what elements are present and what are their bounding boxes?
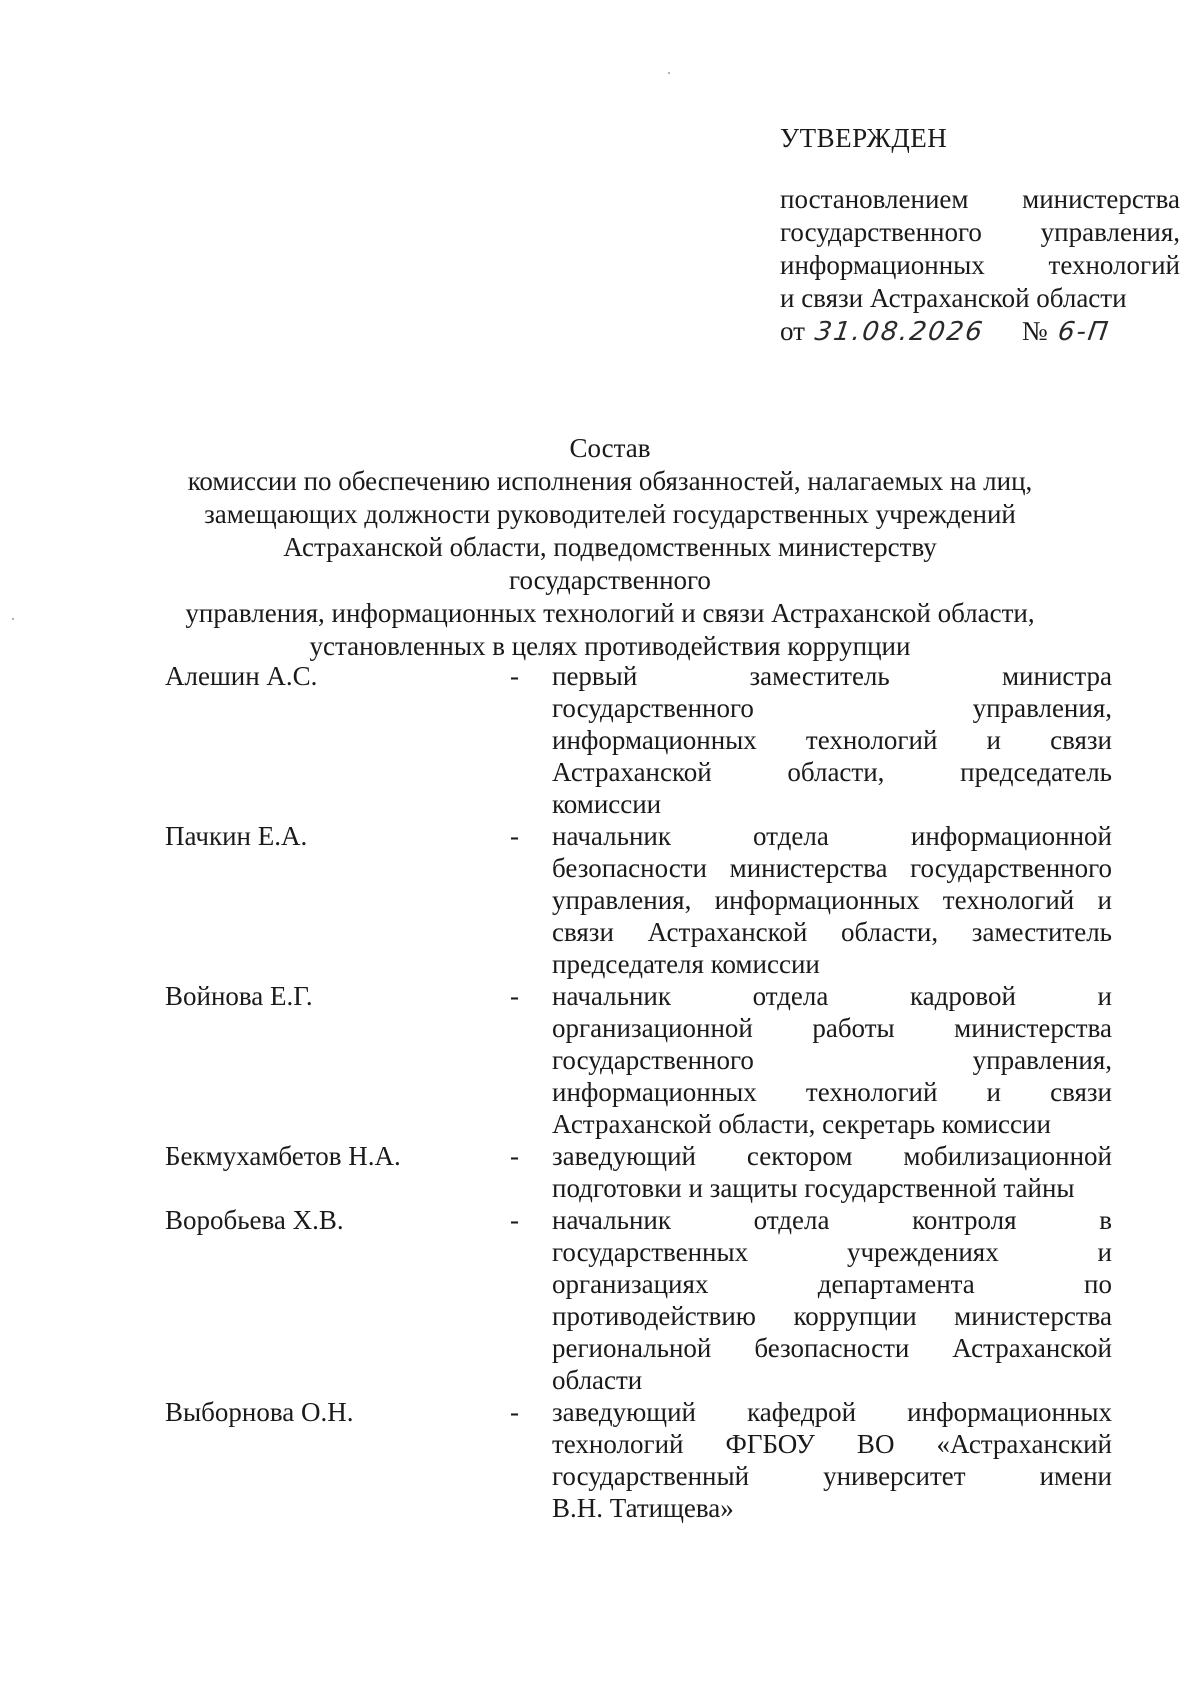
position-line: В.Н. Татищева» (552, 1493, 734, 1523)
approval-line: и связи Астраханской области (780, 283, 1127, 313)
commission-members (165, 660, 1115, 1524)
position-line: государственных учреждениях и (552, 1237, 1112, 1267)
position-line: заведующий кафедрой информационных (552, 1397, 1112, 1427)
member-name: Пачкин Е.А. (165, 821, 308, 851)
member-name: Войнова Е.Г. (165, 981, 313, 1011)
position-line: управления, информационных технологий и (552, 885, 1112, 915)
heading-line: Астраханской области, подведомственных министерству государственного (283, 532, 937, 595)
member-row (165, 1204, 1115, 1396)
member-dash: - (510, 1205, 519, 1235)
member-name: Алешин А.С. (165, 661, 318, 691)
position-line: Астраханской области, председатель (552, 757, 1112, 787)
position-line: государственного управления, (552, 693, 1112, 723)
position-line: информационных технологий и связи (552, 725, 1112, 755)
member-dash: - (510, 1397, 519, 1427)
member-name: Бекмухамбетов Н.А. (165, 1141, 401, 1171)
member-row (165, 1396, 1115, 1524)
number-prefix: № (1021, 316, 1048, 346)
position-line: начальник отдела контроля в (552, 1205, 1112, 1235)
position-line: Астраханской области, секретарь комиссии (552, 1109, 1051, 1139)
approval-line: информационных технологий (780, 250, 1180, 280)
position-line: государственный университет имени (552, 1461, 1112, 1491)
member-row (165, 660, 1115, 820)
position-line: организационной работы министерства (552, 1013, 1112, 1043)
member-row (165, 980, 1115, 1140)
position-line: организациях департамента по (552, 1269, 1112, 1299)
position-line: региональной безопасности Астраханской (552, 1333, 1112, 1363)
heading-title: Состав (569, 433, 651, 463)
heading-line: комиссии по обеспечению исполнения обязанностей, налагаемых на лиц, (187, 466, 1033, 496)
member-position (552, 1204, 1112, 1396)
position-line: области (552, 1365, 643, 1395)
position-line: начальник отдела информационной (552, 821, 1112, 851)
member-position (552, 1140, 1112, 1204)
position-line: государственного управления, (552, 1045, 1112, 1075)
member-dash: - (510, 981, 519, 1011)
scan-speck (12, 618, 14, 620)
member-dash: - (510, 661, 519, 691)
position-line: начальник отдела кадровой и (552, 981, 1112, 1011)
heading-line: установленных в целях противодействия коррупции (309, 631, 911, 661)
member-row (165, 820, 1115, 980)
position-line: заведующий сектором мобилизационной (552, 1141, 1112, 1171)
handwritten-date: 31.08.2026 (812, 317, 987, 347)
date-prefix: от (780, 316, 805, 346)
position-line: первый заместитель министра (552, 661, 1112, 691)
position-line: связи Астраханской области, заместитель (552, 917, 1112, 947)
scan-speck (668, 72, 670, 74)
approval-line: государственного управления, (780, 217, 1180, 247)
position-line: информационных технологий и связи (552, 1077, 1112, 1107)
approval-line: постановлением министерства (780, 184, 1180, 214)
position-line: подготовки и защиты государственной тайны (552, 1173, 1075, 1203)
document-heading (180, 432, 1040, 663)
member-position (552, 1396, 1112, 1524)
member-dash: - (510, 1141, 519, 1171)
member-position (552, 660, 1112, 820)
member-row (165, 1140, 1115, 1204)
handwritten-number: 6-П (1055, 317, 1112, 347)
approval-date-number (780, 315, 1180, 349)
position-line: технологий ФГБОУ ВО «Астраханский (552, 1429, 1112, 1459)
member-dash: - (510, 821, 519, 851)
member-position (552, 820, 1112, 980)
member-name: Выборнова О.Н. (165, 1397, 354, 1427)
position-line: противодействию коррупции министерства (552, 1301, 1112, 1331)
position-line: безопасности министерства государственного (552, 853, 1112, 883)
member-position (552, 980, 1112, 1140)
heading-line: замещающих должности руководителей государственных учреждений (204, 499, 1016, 529)
heading-line: управления, информационных технологий и связи Астраханской области, (185, 598, 1035, 628)
position-line: председателя комиссии (552, 949, 820, 979)
approval-title: УТВЕРЖДЕН (780, 123, 948, 153)
position-line: комиссии (552, 789, 662, 819)
member-name: Воробьева Х.В. (165, 1205, 344, 1235)
approval-block (780, 122, 1180, 349)
